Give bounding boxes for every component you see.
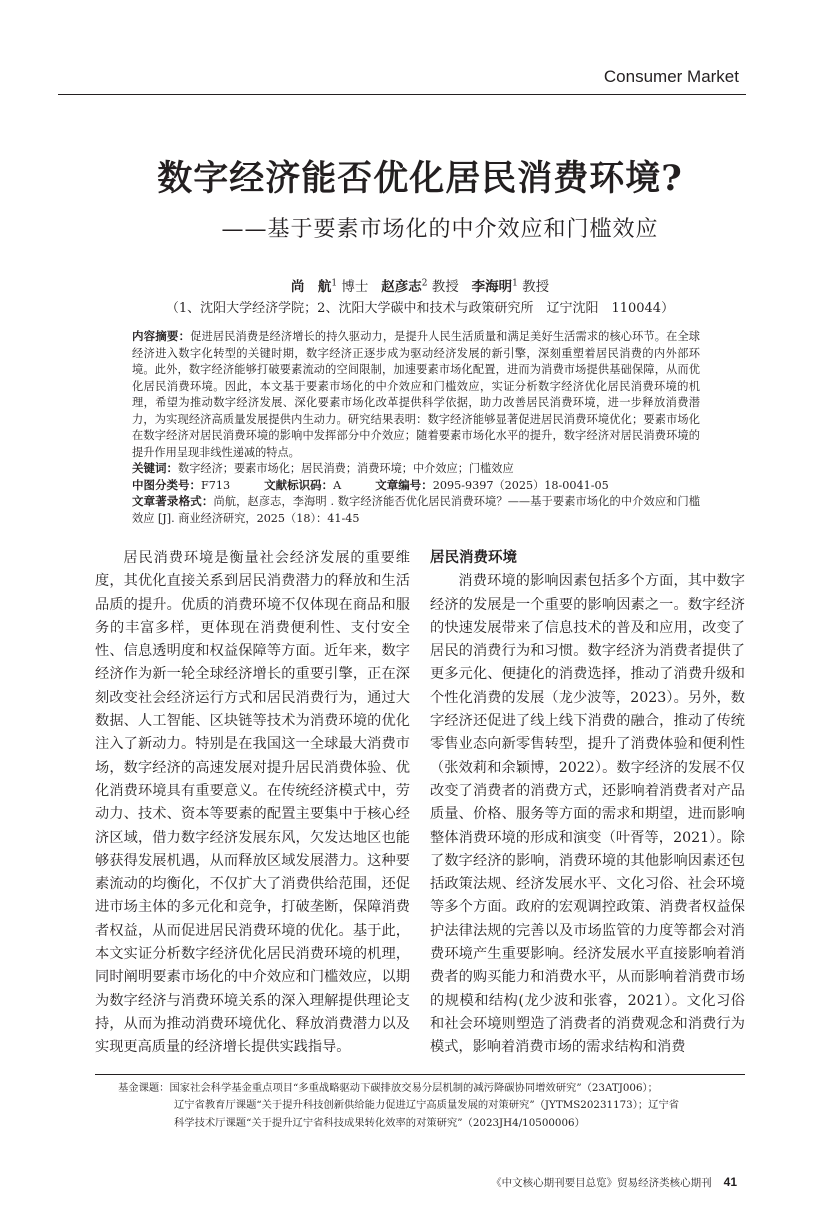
funding-line: 科学技术厅课题“关于提升辽宁省科技成果转化效率的对策研究”（2023JH4/10500006） <box>174 1116 585 1129</box>
left-column <box>95 547 410 1060</box>
funding-label: 基金课题： <box>118 1081 170 1094</box>
abstract-block <box>132 329 700 527</box>
right-column <box>430 547 745 1060</box>
author-name: 尚 航 <box>290 279 332 294</box>
abstract-text: 促进居民消费是经济增长的持久驱动力，是提升人民生活质量和满足美好生活需求的核心环节。在全球经济进入数字化转型的关键时期，数字经济正逐步成为驱动经济发展的新引擎，深刻重塑着居民消费的内外部环境。此外，数字经济能够打破要素流动的空间限制，加速要素市场化配置，进而为消费市场提供基础保障，从而优化居民消费环境。因此，本文基于要素市场化的中介效应和门槛效应，实证分析数字经济优化居民消费环境的机理，希望为推动数字经济发展、深化要素市场化改革提供科学依据，助力改善居民消费环境，进一步释放消费潜力，为实现经济高质量发展提供内生动力。研究结果表明：数字经济能够显著促进居民消费环境优化；要素市场化在数字经济对居民消费环境的影响中发挥部分中介效应；随着要素市场化水平的提升，数字经济对居民消费环境的提升作用呈现非线性递减的特点。 <box>132 330 700 459</box>
author-name: 赵彦志 <box>381 279 422 294</box>
funding-line: 辽宁省教育厅课题“关于提升科技创新供给能力促进辽宁高质量发展的对策研究”（JYTMS20231173）；辽宁省 <box>174 1099 680 1112</box>
citation-text: 尚航，赵彦志，李海明 . 数字经济能否优化居民消费环境？——基于要素市场化的中介效应和门槛效应 [J]. 商业经济研究，2025（18）：41-45 <box>132 495 701 525</box>
author-sup: 1 <box>331 278 338 289</box>
author-title: 博士 <box>341 279 369 295</box>
article-id-value: 2095-9397（2025）18-0041-05 <box>432 478 609 492</box>
journal-name: 《中文核心期刊要目总览》贸易经济类核心期刊 <box>491 1177 712 1190</box>
author-title: 教授 <box>522 279 550 295</box>
abstract-label: 内容摘要： <box>132 331 191 343</box>
page-number: 41 <box>723 1175 737 1190</box>
author-name: 李海明 <box>471 279 513 294</box>
keywords-label: 关键词： <box>132 463 178 475</box>
footnote-rule <box>95 1074 745 1075</box>
section-heading: 居民消费环境 <box>430 550 517 566</box>
body-columns <box>95 547 745 1060</box>
header-rule <box>58 94 746 95</box>
citation <box>132 494 700 527</box>
classification-row <box>132 478 700 495</box>
author-title: 教授 <box>431 279 459 295</box>
paper-subtitle: ——基于要素市场化的中介效应和门槛效应 <box>221 217 659 242</box>
citation-label: 文章著录格式： <box>132 496 214 508</box>
keywords-text: 数字经济；要素市场化；居民消费；消费环境；中介效应；门槛效应 <box>178 462 514 475</box>
paper-title: 数字经济能否优化居民消费环境? <box>157 158 683 199</box>
article-id-label: 文章编号： <box>375 479 433 492</box>
doc-code-label: 文献标识码： <box>264 479 334 492</box>
clc-value: F713 <box>201 478 231 492</box>
author-sup: 2 <box>421 278 428 289</box>
body-paragraph: 消费环境的影响因素包括多个方面，其中数字经济的发展是一个重要的影响因素之一。数字经济的快速发展带来了信息技术的普及和应用，改变了居民的消费行为和习惯。数字经济为消费者提供了更多元化、便捷化的消费选择，推动了消费升级和个性化消费的发展（龙少波等，2023）。另外，数字经济还促进了线上线下消费的融合，推动了传统零售业态向新零售转型，提升了消费体验和便利性（张效莉和余颖博，2022）。数字经济的发展不仅改变了消费者的消费方式，还影响着消费者对产品质量、价格、服务等方面的需求和期望，进而影响整体消费环境的形成和演变（叶胥等，2021）。除了数字经济的影响，消费环境的其他影响因素还包括政策法规、经济发展水平、文化习俗、社会环境等多个方面。政府的宏观调控政策、消费者权益保护法律法规的完善以及市场监管的力度等都会对消费环境产生重要影响。经济发展水平直接影响着消费者的购买能力和消费水平，从而影响着消费市场的规模和结构(龙少波和张睿，2021）。文化习俗和社会环境则塑造了消费者的消费观念和消费行为模式，影响着消费市场的需求结构和消费 <box>430 573 745 1056</box>
page-footer <box>95 1174 745 1191</box>
funding-line: 国家社会科学基金重点项目“多重战略驱动下碳排放交易分层机制的减污降碳协同增效研究”（23ATJ006）； <box>169 1081 658 1094</box>
abstract <box>132 329 700 461</box>
author-sup: 1 <box>512 278 518 289</box>
keywords <box>132 461 700 478</box>
doc-code-value: A <box>333 478 342 492</box>
affiliation: （1、沈阳大学经济学院；2、沈阳大学碳中和技术与政策研究所 辽宁沈阳 110044） <box>165 301 675 316</box>
section-header: Consumer Market <box>603 67 739 86</box>
funding-note <box>118 1080 728 1133</box>
authors <box>95 277 745 297</box>
clc-label: 中图分类号： <box>132 479 201 492</box>
body-paragraph: 居民消费环境是衡量社会经济发展的重要维度，其优化直接关系到居民消费潜力的释放和生活品质的提升。优质的消费环境不仅体现在商品和服务的丰富多样，更体现在消费便利性、支付安全性、信息透明度和权益保障等方面。近年来，数字经济作为新一轮全球经济增长的重要引擎，正在深刻改变社会经济运行方式和居民消费行为，通过大数据、人工智能、区块链等技术为消费环境的优化注入了新动力。特别是在我国这一全球最大消费市场，数字经济的高速发展对提升居民消费体验、优化消费环境具有重要意义。在传统经济模式中，劳动力、技术、资本等要素的配置主要集中于核心经济区域，借力数字经济发展东风，欠发达地区也能够获得发展机遇，从而释放区域发展潜力。这种要素流动的均衡化，不仅扩大了消费供给范围，还促进市场主体的多元化和竞争，打破垄断，保障消费者权益，从而促进居民消费环境的优化。基于此，本文实证分析数字经济优化居民消费环境的机理，同时阐明要素市场化的中介效应和门槛效应，以期为数字经济与消费环境关系的深入理解提供理论支持，从而为推动消费环境优化、释放消费潜力以及实现更高质量的经济增长提供实践指导。 <box>95 550 410 1056</box>
